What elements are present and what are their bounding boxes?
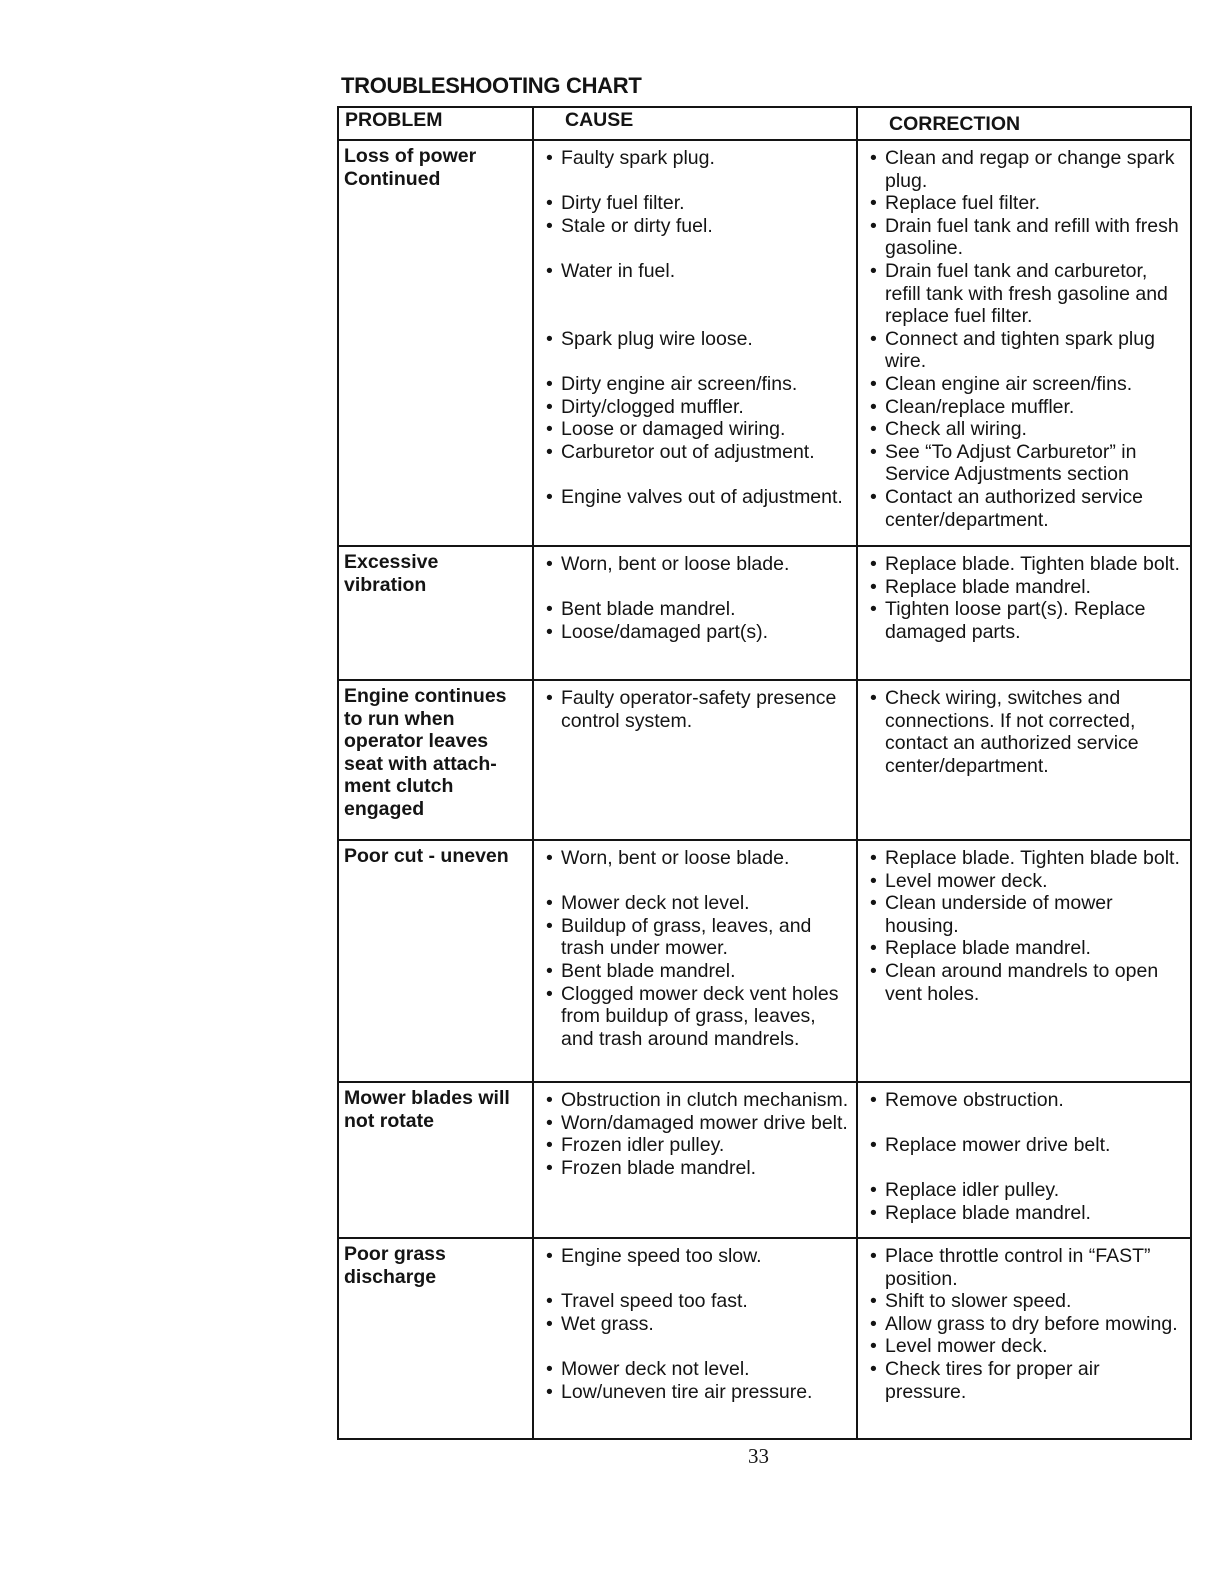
correction-list [868, 847, 1186, 1005]
correction-item: • Replace blade mandrel. [868, 576, 1186, 599]
correction-item: • Replace mower drive belt. [868, 1134, 1186, 1157]
cause-item: • Bent blade mandrel. [544, 960, 852, 983]
cause-item: • Worn/damaged mower drive belt. [544, 1112, 852, 1135]
cause-cell [533, 1082, 857, 1238]
cause-item: • Stale or dirty fuel. [544, 215, 852, 238]
problem-cell: Poor grass discharge [338, 1238, 533, 1439]
header-cause: CAUSE [533, 107, 857, 140]
cause-item: • Bent blade mandrel. [544, 598, 852, 621]
correction-item: • Remove obstruction. [868, 1089, 1186, 1112]
cause-item: • Carburetor out of adjustment. [544, 441, 852, 464]
header-correction: CORRECTION [857, 107, 1191, 140]
correction-cell [857, 140, 1191, 546]
correction-cell [857, 546, 1191, 680]
cause-item: • Water in fuel. [544, 260, 852, 283]
correction-item: • Clean and regap or change spark plug. [868, 147, 1186, 192]
cause-item: • Frozen idler pulley. [544, 1134, 852, 1157]
table-row [338, 840, 1191, 1082]
correction-cell [857, 1238, 1191, 1439]
correction-item: • See “To Adjust Carburetor” in Service Adjustments section [868, 441, 1186, 486]
problem-cell: Poor cut - uneven [338, 840, 533, 1082]
cause-item: • Buildup of grass, leaves, and trash under mower. [544, 915, 852, 960]
cause-list [544, 147, 852, 509]
cause-item: • Obstruction in clutch mechanism. [544, 1089, 852, 1112]
page-number: 33 [748, 1444, 769, 1468]
cause-list [544, 1245, 852, 1403]
cause-item: • Dirty fuel filter. [544, 192, 852, 215]
correction-cell [857, 1082, 1191, 1238]
correction-item: • Replace blade mandrel. [868, 937, 1186, 960]
cause-item: • Clogged mower deck vent holes from buildup of grass, leaves, and trash around mandrels. [544, 983, 852, 1051]
correction-list [868, 147, 1186, 531]
cause-item: • Worn, bent or loose blade. [544, 553, 852, 576]
problem-cell: Excessive vibration [338, 546, 533, 680]
correction-cell [857, 840, 1191, 1082]
correction-item: • Clean/replace muffler. [868, 396, 1186, 419]
correction-cell [857, 680, 1191, 840]
correction-item: • Level mower deck. [868, 1335, 1186, 1358]
cause-item: • Faulty operator-safety presence control system. [544, 687, 852, 732]
correction-item: • Tighten loose part(s). Replace damaged parts. [868, 598, 1186, 643]
correction-item: • Replace blade. Tighten blade bolt. [868, 553, 1186, 576]
troubleshooting-table [337, 106, 1192, 1440]
header-problem: PROBLEM [338, 107, 533, 140]
cause-item: • Mower deck not level. [544, 892, 852, 915]
correction-list [868, 1089, 1186, 1225]
cause-item: • Loose or damaged wiring. [544, 418, 852, 441]
correction-list [868, 1245, 1186, 1403]
correction-item: • Drain fuel tank and refill with fresh gasoline. [868, 215, 1186, 260]
correction-item: • Contact an authorized service center/department. [868, 486, 1186, 531]
cause-list [544, 687, 852, 732]
correction-item: • Replace blade. Tighten blade bolt. [868, 847, 1186, 870]
correction-list [868, 687, 1186, 777]
correction-item: • Connect and tighten spark plug wire. [868, 328, 1186, 373]
cause-cell [533, 546, 857, 680]
cause-item: • Mower deck not level. [544, 1358, 852, 1381]
cause-cell [533, 840, 857, 1082]
cause-item: • Spark plug wire loose. [544, 328, 852, 351]
correction-item: • Clean engine air screen/fins. [868, 373, 1186, 396]
cause-list [544, 1089, 852, 1179]
correction-item: • Replace fuel filter. [868, 192, 1186, 215]
correction-list [868, 553, 1186, 643]
cause-item: • Low/uneven tire air pressure. [544, 1381, 852, 1404]
table-row [338, 1238, 1191, 1439]
correction-item: • Shift to slower speed. [868, 1290, 1186, 1313]
correction-item: • Place throttle control in “FAST” position. [868, 1245, 1186, 1290]
cause-list [544, 553, 852, 643]
cause-item: • Frozen blade mandrel. [544, 1157, 852, 1180]
correction-item: • Replace idler pulley. [868, 1179, 1186, 1202]
problem-cell: Mower blades will not rotate [338, 1082, 533, 1238]
table-row [338, 546, 1191, 680]
table-body [338, 140, 1191, 1439]
correction-item: • Allow grass to dry before mowing. [868, 1313, 1186, 1336]
cause-item: • Loose/damaged part(s). [544, 621, 852, 644]
cause-item: • Dirty/clogged muffler. [544, 396, 852, 419]
problem-cell: Loss of power Continued [338, 140, 533, 546]
table-row [338, 680, 1191, 840]
header-row [338, 107, 1191, 140]
problem-cell: Engine continues to run when operator leaves seat with attach- ment clutch engaged [338, 680, 533, 840]
cause-list [544, 847, 852, 1050]
correction-item: • Clean around mandrels to open vent holes. [868, 960, 1186, 1005]
cause-cell [533, 680, 857, 840]
cause-item: • Worn, bent or loose blade. [544, 847, 852, 870]
cause-cell [533, 140, 857, 546]
correction-item: • Clean underside of mower housing. [868, 892, 1186, 937]
cause-item: • Engine valves out of adjustment. [544, 486, 852, 509]
chart-title: TROUBLESHOOTING CHART [341, 73, 642, 98]
correction-item: • Level mower deck. [868, 870, 1186, 893]
table-row [338, 1082, 1191, 1238]
correction-item: • Drain fuel tank and carburetor, refill tank with fresh gasoline and replace fuel filter. [868, 260, 1186, 328]
cause-item: • Faulty spark plug. [544, 147, 852, 170]
correction-item: • Check tires for proper air pressure. [868, 1358, 1186, 1403]
cause-item: • Dirty engine air screen/fins. [544, 373, 852, 396]
table-row [338, 140, 1191, 546]
cause-item: • Engine speed too slow. [544, 1245, 852, 1268]
correction-item: • Replace blade mandrel. [868, 1202, 1186, 1225]
correction-item: • Check wiring, switches and connections. If not corrected, contact an authorized service center/department. [868, 687, 1186, 777]
correction-item: • Check all wiring. [868, 418, 1186, 441]
cause-item: • Wet grass. [544, 1313, 852, 1336]
cause-item: • Travel speed too fast. [544, 1290, 852, 1313]
cause-cell [533, 1238, 857, 1439]
